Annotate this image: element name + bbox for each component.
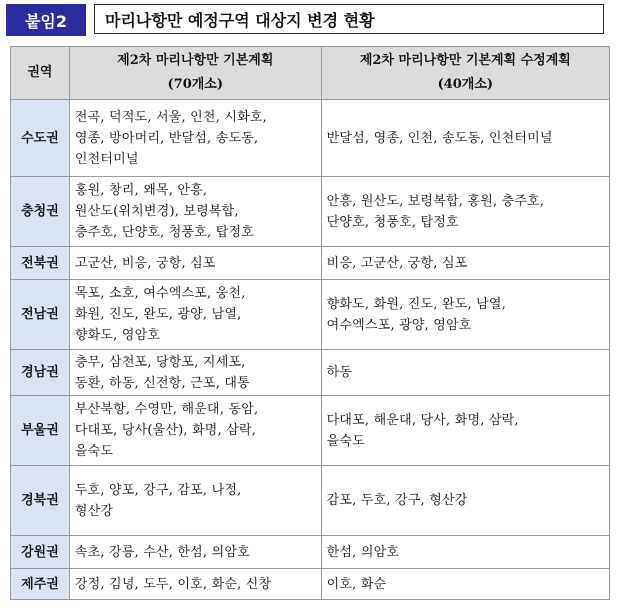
cell-line: 하동	[326, 365, 353, 380]
basic-plan-cell	[69, 100, 321, 177]
cell-line: 다대포, 당사(울산), 화명, 삼락,	[74, 423, 257, 438]
cell-line: 화원, 진도, 완도, 광양, 남열,	[74, 307, 242, 322]
cell-line: 인천터미널	[74, 151, 139, 167]
revised-plan-cell	[321, 569, 609, 600]
cell-line: 부산북항, 수영만, 해운대, 동암,	[74, 402, 259, 417]
header-basic-plan	[69, 47, 321, 100]
region-cell: 전북권	[11, 247, 70, 280]
revised-plan-cell	[321, 280, 609, 350]
cell-line: 고군산, 비응, 궁항, 심포	[74, 255, 216, 271]
cell-line: 원산도(위치변경), 보령복합,	[74, 204, 239, 219]
basic-plan-cell	[69, 280, 321, 350]
marina-change-table	[10, 46, 610, 600]
cell-line: 강정, 김녕, 도두, 이호, 화순, 신창	[74, 576, 272, 592]
cell-line: 충무, 삼천포, 당항포, 지세포,	[74, 354, 246, 370]
header-basic-line2: (70개소)	[167, 77, 224, 92]
table-row	[11, 350, 610, 396]
cell-line: 홍원, 창리, 왜목, 안흥,	[74, 183, 208, 198]
cell-line: 안흥, 원산도, 보령복합, 홍원, 충주호,	[326, 193, 545, 209]
basic-plan-cell	[69, 177, 321, 247]
cell-line: 한섬, 의암호	[326, 544, 400, 560]
region-cell: 강원권	[11, 536, 70, 569]
cell-line: 동환, 하동, 신전항, 근포, 대통	[74, 375, 250, 391]
basic-plan-cell	[69, 247, 321, 280]
cell-line: 단양호, 청풍호, 탑정호	[326, 214, 459, 230]
table-row	[11, 280, 610, 350]
cell-line: 여수엑스포, 광양, 영암호	[326, 317, 472, 333]
revised-plan-cell	[321, 177, 609, 247]
region-cell: 전남권	[11, 280, 70, 350]
title-bar	[6, 4, 606, 36]
table-row	[11, 536, 610, 569]
revised-plan-cell	[321, 536, 609, 569]
document-title: 마리나항만 예정구역 대상지 변경 현황	[94, 4, 604, 34]
cell-line: 다대포, 해운대, 당사, 화명, 삼락,	[326, 412, 519, 428]
cell-line: 이호, 화순	[326, 576, 387, 592]
basic-plan-cell	[69, 396, 321, 466]
cell-line: 향화도, 화원, 진도, 완도, 남열,	[326, 296, 506, 312]
table-row	[11, 396, 610, 466]
cell-line: 두호, 양포, 강구, 감포, 나정,	[74, 482, 242, 498]
basic-plan-cell	[69, 569, 321, 600]
cell-line: 속초, 강릉, 수산, 한섬, 의암호	[74, 544, 250, 560]
cell-line: 감포, 두호, 강구, 형산강	[326, 493, 468, 508]
header-revised-plan	[321, 47, 609, 100]
cell-line: 전곡, 덕적도, 서울, 인천, 시화호,	[74, 109, 267, 125]
revised-plan-cell	[321, 350, 609, 396]
cell-line: 을숙도	[74, 444, 114, 459]
basic-plan-cell	[69, 466, 321, 536]
revised-plan-cell	[321, 466, 609, 536]
basic-plan-cell	[69, 350, 321, 396]
region-cell: 제주권	[11, 569, 70, 600]
cell-line: 반달섬, 영종, 인천, 송도동, 인천터미널	[326, 130, 553, 146]
header-region: 권역	[11, 47, 70, 100]
cell-line: 향화도, 영암호	[74, 328, 161, 343]
table-row	[11, 177, 610, 247]
cell-line: 을숙도	[326, 433, 365, 449]
header-basic-line1: 제2차 마리나항만 기본계획	[117, 53, 274, 68]
region-cell: 수도권	[11, 100, 70, 177]
table-header-row	[11, 47, 610, 100]
revised-plan-cell	[321, 100, 609, 177]
cell-line: 형산강	[74, 503, 114, 519]
cell-line: 비응, 고군산, 궁항, 심포	[326, 255, 468, 271]
revised-plan-cell	[321, 396, 609, 466]
table-row	[11, 247, 610, 280]
revised-plan-cell	[321, 247, 609, 280]
cell-line: 충주호, 단양호, 청풍호, 탑정호	[74, 225, 254, 240]
header-revised-line2: (40개소)	[437, 77, 494, 92]
table-row	[11, 100, 610, 177]
basic-plan-cell	[69, 536, 321, 569]
table-row	[11, 466, 610, 536]
region-cell: 경북권	[11, 466, 70, 536]
region-cell: 부울권	[11, 396, 70, 466]
region-cell: 경남권	[11, 350, 70, 396]
table-row	[11, 569, 610, 600]
cell-line: 목포, 소호, 여수엑스포, 웅천,	[74, 286, 246, 301]
header-revised-line1: 제2차 마리나항만 기본계획 수정계획	[359, 53, 571, 68]
table-body	[11, 100, 610, 600]
cell-line: 영종, 방아머리, 반달섬, 송도동,	[74, 130, 259, 146]
region-cell: 충청권	[11, 177, 70, 247]
attachment-badge: 붙임2	[6, 4, 86, 36]
